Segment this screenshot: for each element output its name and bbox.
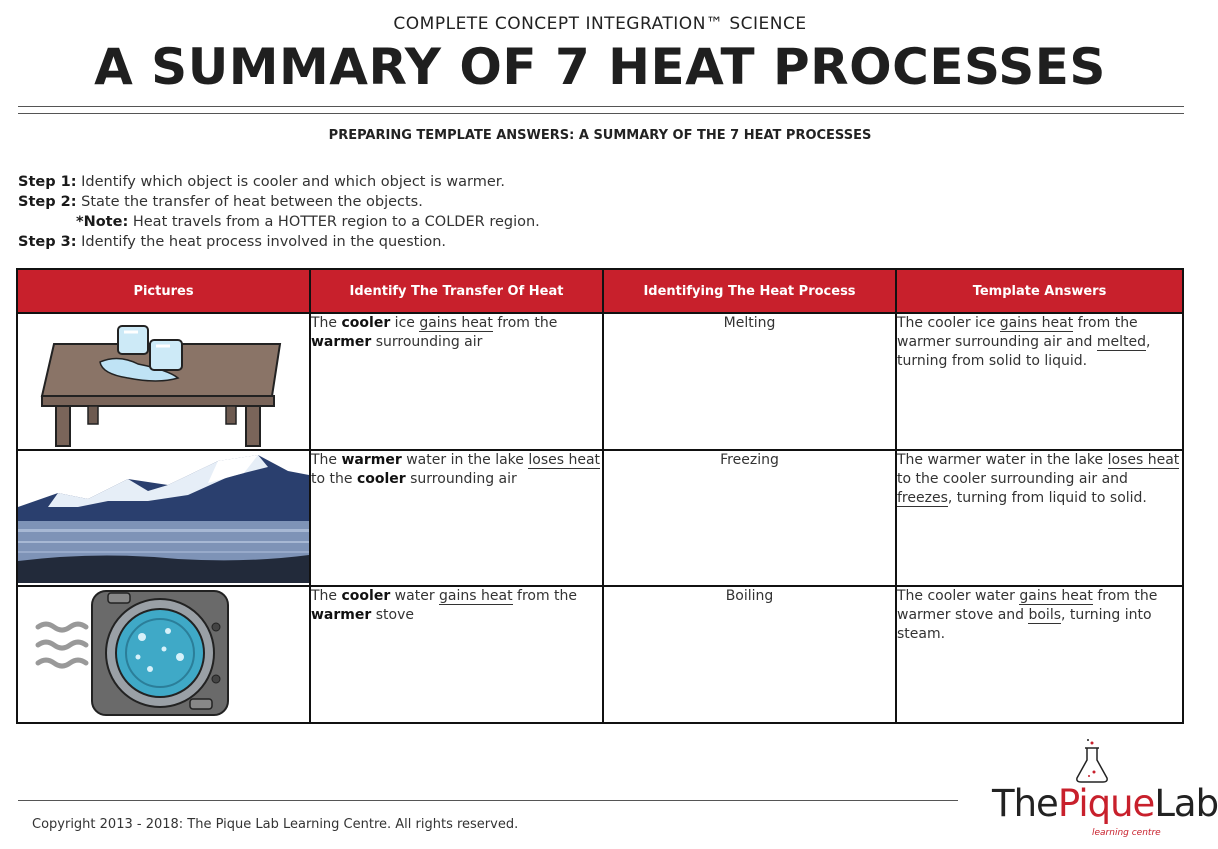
divider-bottom <box>18 113 1184 114</box>
step-label: Step 1: <box>18 174 77 190</box>
process-cell <box>603 586 896 723</box>
answer-cell: The cooler water gains heat from the warmer stove and boils, turning into steam. <box>896 586 1183 723</box>
transfer-cell: The cooler ice gains heat from the warmer surrounding air <box>310 313 603 450</box>
process-label: Freezing <box>720 451 779 468</box>
table-row <box>17 586 1183 723</box>
header-answers: Template Answers <box>896 269 1183 313</box>
picture-cell <box>17 450 310 587</box>
footer-divider <box>18 800 958 801</box>
logo-wordmark: ThePiqueLab <box>992 782 1218 825</box>
header-pictures: Pictures <box>17 269 310 313</box>
divider-top <box>18 106 1184 107</box>
answer-cell: The cooler ice gains heat from the warmer surrounding air and melted, turning from solid to liquid. <box>896 313 1183 450</box>
step-note <box>18 212 540 232</box>
table-header-row <box>17 269 1183 313</box>
process-cell <box>603 450 896 587</box>
steps-list <box>18 172 540 252</box>
table-row <box>17 313 1183 450</box>
note-label: *Note: <box>76 214 129 230</box>
step-text: Identify the heat process involved in the question. <box>76 234 447 250</box>
picture-cell <box>17 313 310 450</box>
step-3 <box>18 232 540 252</box>
step-label: Step 3: <box>18 234 77 250</box>
ice-on-table-illustration <box>18 314 309 446</box>
logo-subtext: learning centre <box>1092 828 1161 838</box>
note-text: Heat travels from a HOTTER region to a COLDER region. <box>128 214 540 230</box>
header-process: Identifying The Heat Process <box>603 269 896 313</box>
section-subtitle: PREPARING TEMPLATE ANSWERS: A SUMMARY OF THE 7 HEAT PROCESSES <box>328 128 872 143</box>
heat-process-table <box>16 268 1184 724</box>
transfer-cell: The warmer water in the lake loses heat to the cooler surrounding air <box>310 450 603 587</box>
step-text: State the transfer of heat between the objects. <box>76 194 423 210</box>
page-title: A SUMMARY OF 7 HEAT PROCESSES <box>94 38 1106 96</box>
flask-icon <box>1072 738 1112 784</box>
picture-cell <box>17 586 310 723</box>
series-title: COMPLETE CONCEPT INTEGRATION™ SCIENCE <box>393 14 807 34</box>
process-label: Melting <box>723 315 776 331</box>
transfer-cell: The cooler water gains heat from the warmer stove <box>310 586 603 723</box>
step-1 <box>18 172 540 192</box>
process-label: Boiling <box>725 588 774 605</box>
pique-lab-logo <box>992 738 1218 838</box>
answer-cell: The warmer water in the lake loses heat to the cooler surrounding air and freezes, turning from liquid to solid. <box>896 450 1183 587</box>
copyright-text: Copyright 2013 - 2018: The Pique Lab Learning Centre. All rights reserved. <box>32 817 519 832</box>
table-row <box>17 450 1183 587</box>
step-label: Step 2: <box>18 194 77 210</box>
mountain-lake-illustration <box>18 451 309 583</box>
process-cell <box>603 313 896 450</box>
header-transfer: Identify The Transfer Of Heat <box>310 269 603 313</box>
step-2 <box>18 192 540 212</box>
step-text: Identify which object is cooler and which object is warmer. <box>76 174 506 190</box>
boiling-pot-illustration <box>18 587 309 719</box>
